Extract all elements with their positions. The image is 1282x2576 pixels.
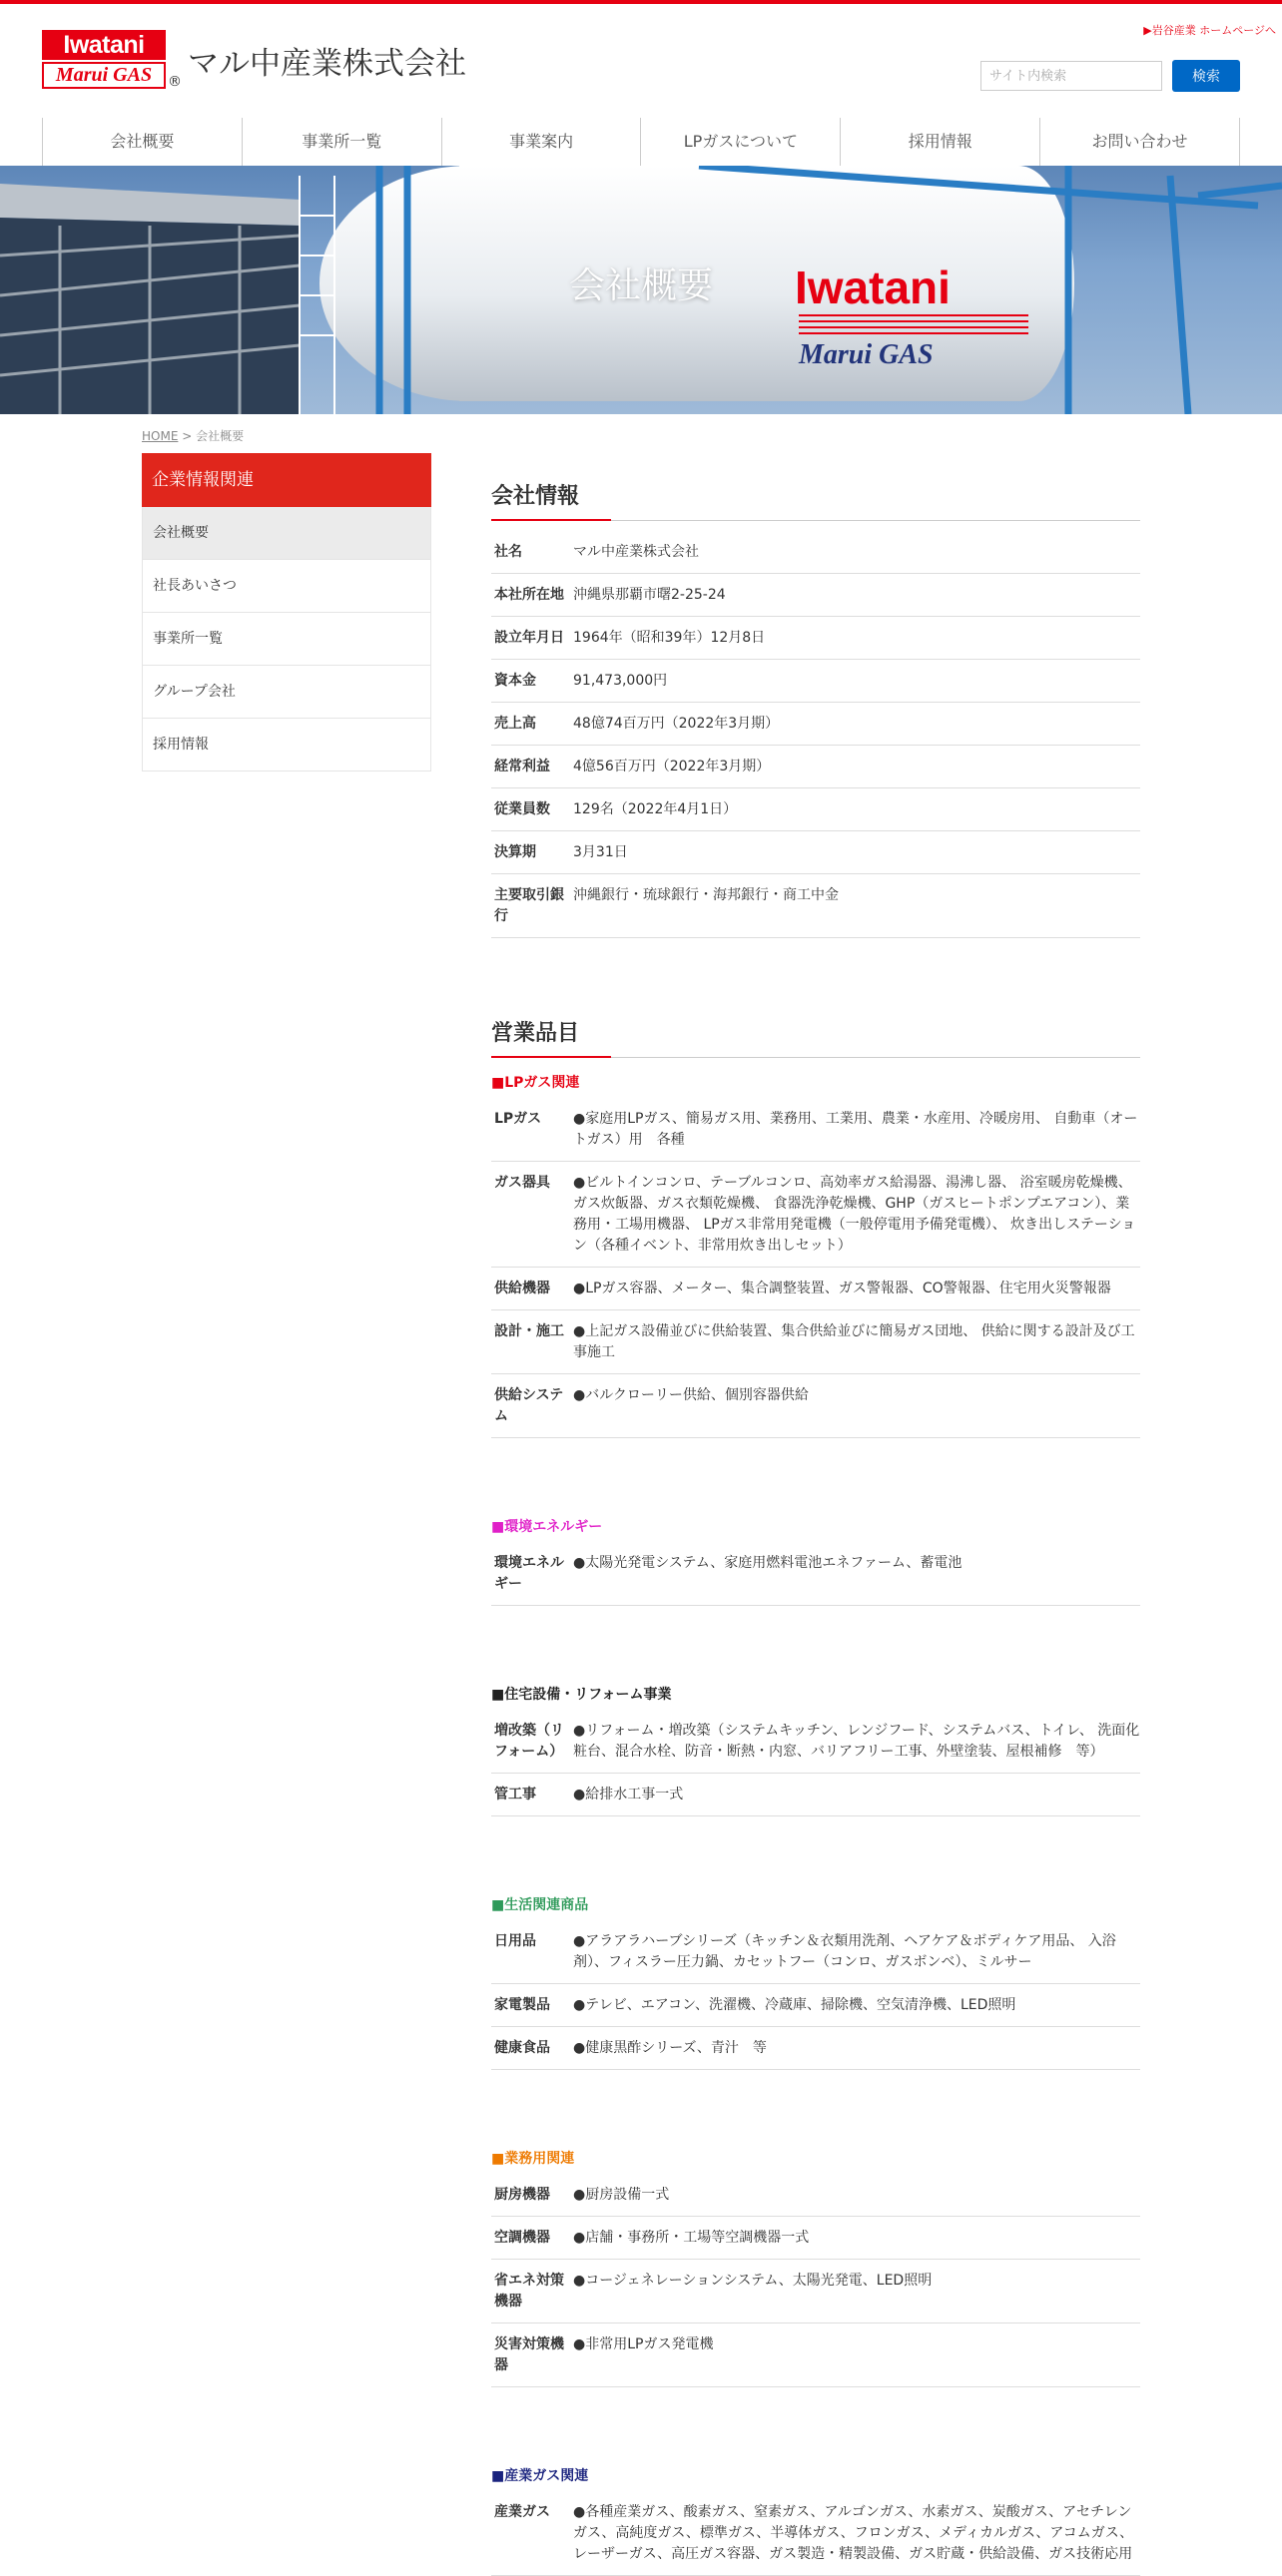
nav-business[interactable]: 事業案内: [442, 118, 642, 166]
info-row: [491, 2323, 1140, 2387]
category-heading: ■環境エネルギー: [491, 1519, 603, 1535]
info-row: [491, 1920, 1140, 1984]
info-value: ●上記ガス設備並びに供給装置、集合供給並びに簡易ガス団地、 供給に関する設計及び工事施工: [573, 1323, 1135, 1360]
nav-contact[interactable]: お問い合わせ: [1040, 118, 1240, 166]
info-value: ●非常用LPガス発電機: [573, 2336, 714, 2352]
info-row: [491, 788, 1140, 831]
info-row: [491, 2217, 1140, 2260]
product-category: [491, 1684, 1140, 1816]
info-value: ●テレビ、エアコン、洗濯機、冷蔵庫、掃除機、空気清浄機、LED照明: [573, 1997, 1016, 2013]
info-value: 48億74百万円（2022年3月期）: [573, 716, 780, 732]
info-label: 本社所在地: [494, 587, 564, 603]
info-value: ●各種産業ガス、酸素ガス、窒素ガス、アルゴンガス、水素ガス、炭酸ガス、アセチレンガス、高純度ガス、標準ガス、半導体ガス、フロンガス、メディカルガス、アコムガス、レーザーガス、高圧ガス容器、ガス製造・精製設備、ガス貯蔵・供給設備、ガス技術応用: [573, 2504, 1134, 2562]
info-label: ガス器具: [494, 1175, 550, 1191]
info-label: 家電製品: [494, 1997, 550, 2013]
products-section: [491, 1016, 1140, 2576]
site-search-input[interactable]: [980, 61, 1162, 91]
company-info-section: [491, 479, 1140, 938]
info-value: 沖縄銀行・琉球銀行・海邦銀行・商工中金: [573, 887, 839, 903]
company-info-heading: 会社情報: [491, 479, 1140, 521]
info-row: [491, 1098, 1140, 1162]
info-value: マル中産業株式会社: [573, 544, 699, 560]
nav-recruit[interactable]: 採用情報: [841, 118, 1040, 166]
hero-banner: [0, 166, 1282, 414]
logo-maruigas-text: Marui GAS: [42, 62, 166, 89]
product-category: [491, 2465, 1140, 2576]
product-category: [491, 1516, 1140, 1606]
product-category: [491, 1894, 1140, 2070]
info-row: [491, 874, 1140, 938]
info-row: [491, 1710, 1140, 1774]
category-heading: ■LPガス関連: [491, 1075, 580, 1091]
info-label: 供給機器: [494, 1281, 550, 1296]
nav-company-overview[interactable]: 会社概要: [43, 118, 243, 166]
category-heading: ■住宅設備・リフォーム事業: [491, 1687, 672, 1703]
info-label: 健康食品: [494, 2040, 550, 2056]
company-info-table: [491, 531, 1140, 938]
nav-lpgas[interactable]: LPガスについて: [641, 118, 841, 166]
info-label: 増改築（リフォーム）: [494, 1723, 564, 1760]
info-value: 129名（2022年4月1日）: [573, 801, 738, 817]
product-category: [491, 2148, 1140, 2387]
info-label: 設計・施工: [494, 1323, 564, 1339]
info-value: ●ビルトインコンロ、テーブルコンロ、高効率ガス給湯器、湯沸し器、 浴室暖房乾燥機、ガス炊飯器、ガス衣類乾燥機、 食器洗浄乾燥機、GHP（ガスヒートポンプエアコン）、業務用・工場用機器、 LPガス非常用発電機（一般停電用予備発電機）、 炊き出しステーション（各種イベント、非常用炊き出しセット）: [573, 1175, 1136, 1254]
info-label: 管工事: [494, 1787, 536, 1803]
info-label: 厨房機器: [494, 2187, 550, 2203]
info-label: 資本金: [494, 673, 536, 689]
info-value: 3月31日: [573, 844, 628, 860]
info-label: 環境エネルギー: [494, 1555, 564, 1592]
info-value: ●コージェネレーションシステム、太陽光発電、LED照明: [573, 2273, 933, 2289]
info-row: [491, 2491, 1140, 2576]
products-heading: 営業品目: [491, 1016, 1140, 1058]
info-row: [491, 703, 1140, 746]
company-logo[interactable]: [42, 30, 182, 92]
info-row: [491, 660, 1140, 703]
breadcrumb-home-link[interactable]: HOME: [142, 429, 179, 443]
logo-iwatani-text: Iwatani: [42, 30, 166, 60]
info-value: ●太陽光発電システム、家庭用燃料電池エネファーム、蓄電池: [573, 1555, 962, 1571]
breadcrumb-current: 会社概要: [196, 429, 245, 443]
info-row: [491, 2027, 1140, 2070]
category-heading: ■生活関連商品: [491, 1897, 589, 1913]
sidebar: [142, 453, 431, 772]
product-categories: [491, 1072, 1140, 2576]
info-label: LPガス: [494, 1111, 542, 1127]
tank-brand-text: Iwatani: [795, 261, 951, 313]
info-value: 沖縄県那覇市曙2-25-24: [573, 587, 726, 603]
info-value: ●リフォーム・増改築（システムキッチン、レンジフード、システムバス、トイレ、 洗面化粧台、混合水栓、防音・断熱・内窓、バリアフリー工事、外壁塗装、屋根補修 等）: [573, 1723, 1140, 1760]
info-value: ●給排水工事一式: [573, 1787, 684, 1803]
search-button[interactable]: 検索: [1172, 60, 1240, 92]
info-label: 災害対策機器: [494, 2336, 564, 2373]
info-label: 空調機器: [494, 2230, 550, 2246]
sidebar-item-group[interactable]: グループ会社: [142, 666, 431, 719]
sidebar-item-company-overview[interactable]: 会社概要: [142, 507, 431, 560]
info-value: ●店舗・事務所・工場等空調機器一式: [573, 2230, 810, 2246]
site-title[interactable]: マル中産業株式会社: [188, 46, 466, 82]
info-value: ●家庭用LPガス、簡易ガス用、業務用、工業用、農業・水産用、冷暖房用、 自動車（オートガス）用 各種: [573, 1111, 1138, 1148]
main-content: [491, 479, 1140, 2576]
info-row: [491, 574, 1140, 617]
category-heading: ■業務用関連: [491, 2151, 575, 2167]
sidebar-item-greeting[interactable]: 社長あいさつ: [142, 560, 431, 613]
nav-offices[interactable]: 事業所一覧: [243, 118, 442, 166]
tank-sub-text: Marui GAS: [799, 339, 934, 370]
info-label: 日用品: [494, 1933, 536, 1949]
registered-mark: ®: [168, 74, 182, 90]
info-row: [491, 1374, 1140, 1438]
product-category: [491, 1072, 1140, 1438]
info-value: 1964年（昭和39年）12月8日: [573, 630, 766, 646]
info-label: 売上高: [494, 716, 536, 732]
category-heading: ■産業ガス関連: [491, 2468, 589, 2484]
info-row: [491, 2260, 1140, 2323]
info-value: ●LPガス容器、メーター、集合調整装置、ガス警報器、CO警報器、住宅用火災警報器: [573, 1281, 1111, 1296]
info-row: [491, 831, 1140, 874]
top-accent-line: [0, 0, 1282, 4]
info-value: 4億56百万円（2022年3月期）: [573, 759, 771, 774]
info-label: 経常利益: [494, 759, 550, 774]
info-row: [491, 531, 1140, 574]
info-label: 決算期: [494, 844, 536, 860]
info-value: ●アラアラハーブシリーズ（キッチン＆衣類用洗剤、ヘアケア＆ボディケア用品、 入浴剤）、フィスラー圧力鍋、カセットフー（コンロ、ガスボンベ）、ミルサー: [573, 1933, 1116, 1970]
info-row: [491, 1310, 1140, 1374]
info-label: 主要取引銀行: [494, 887, 564, 924]
sidebar-item-offices[interactable]: 事業所一覧: [142, 613, 431, 666]
info-label: 省エネ対策機器: [494, 2273, 564, 2310]
info-row: [491, 746, 1140, 788]
info-value: ●バルクローリー供給、個別容器供給: [573, 1387, 809, 1403]
info-label: 従業員数: [494, 801, 550, 817]
info-label: 社名: [494, 544, 522, 560]
info-label: 産業ガス: [494, 2504, 550, 2520]
info-row: [491, 1774, 1140, 1816]
global-nav: [42, 118, 1240, 166]
breadcrumb: [142, 427, 244, 444]
hero-title: 会社概要: [568, 265, 713, 306]
breadcrumb-separator: >: [182, 429, 193, 443]
info-value: ●健康黒酢シリーズ、青汁 等: [573, 2040, 767, 2056]
info-row: [491, 2174, 1140, 2217]
info-row: [491, 1162, 1140, 1268]
sidebar-title: 企業情報関連: [142, 453, 431, 507]
sidebar-item-recruit[interactable]: 採用情報: [142, 719, 431, 772]
info-label: 供給システム: [494, 1387, 564, 1424]
info-row: [491, 1268, 1140, 1310]
info-label: 設立年月日: [494, 630, 564, 646]
iwatani-homepage-link[interactable]: ▶岩谷産業 ホームページへ: [1143, 24, 1276, 37]
info-value: ●厨房設備一式: [573, 2187, 670, 2203]
info-row: [491, 1542, 1140, 1606]
info-value: 91,473,000円: [573, 673, 668, 689]
info-row: [491, 617, 1140, 660]
info-row: [491, 1984, 1140, 2027]
